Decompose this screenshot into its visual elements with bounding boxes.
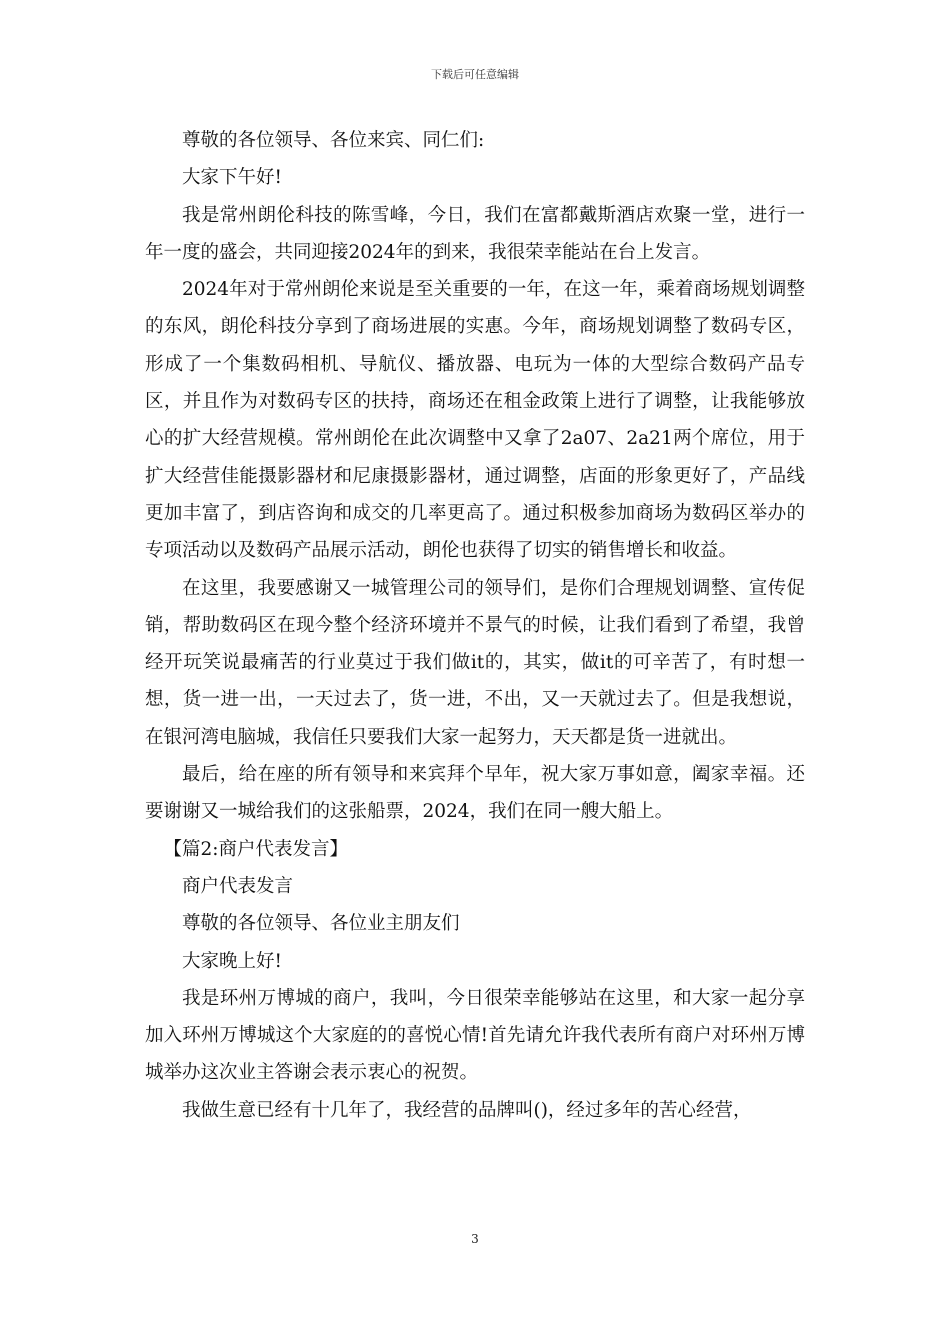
paragraph-body: 我做生意已经有十几年了，我经营的品牌叫()，经过多年的苦心经营， [182,1099,752,1121]
paragraph-intro: 我是常州朗伦科技的陈雪峰，今日，我们在富都戴斯酒店欢聚一堂，进行一年一度的盛会，共同迎接2024年的到来，我很荣幸能站在台上发言。 [145,204,805,263]
section-heading: 【篇2:商户代表发言】 [163,838,349,860]
paragraph-body: 在这里，我要感谢又一城管理公司的领导们，是你们合理规划调整、宣传促销，帮助数码区在现今整个经济环境并不景气的时候，让我们看到了希望，我曾经开玩笑说最痛苦的行业莫过于我们做it的，其实，做it的可辛苦了，有时想一想，货一进一出，一天过去了，货一进，不出，又一天就过去了。但是我想说，在银河湾电脑城，我信任只要我们大家一起努力，天天都是货一进就出。 [145,577,805,748]
paragraph-greeting: 尊敬的各位领导、各位业主朋友们 [182,913,460,935]
paragraph-closing: 最后，给在座的所有领导和来宾拜个早年，祝大家万事如意，阖家幸福。还要谢谢又一城给我们的这张船票，2024，我们在同一艘大船上。 [145,764,805,823]
header-note: 下载后可任意编辑 [431,68,519,81]
paragraph-body: 我是环州万博城的商户，我叫，今日很荣幸能够站在这里，和大家一起分享加入环州万博城这个大家庭的的喜悦心情!首先请允许我代表所有商户对环州万博城举办这次业主答谢会表示衷心的祝贺。 [145,987,805,1084]
section-title: 商户代表发言 [182,875,294,897]
paragraph-greeting: 大家晚上好! [182,950,282,972]
paragraph-body: 2024年对于常州朗伦来说是至关重要的一年，在这一年，乘着商场规划调整的东风，朗伦科技分享到了商场进展的实惠。今年，商场规划调整了数码专区，形成了一个集数码相机、导航仪、播放器、电玩为一体的大型综合数码产品专区，并且作为对数码专区的扶持，商场还在租金政策上进行了调整，让我能够放心的扩大经营规模。常州朗伦在此次调整中又拿了2a07、2a21两个席位，用于扩大经营佳能摄影器材和尼康摄影器材，通过调整，店面的形象更好了，产品线更加丰富了，到店咨询和成交的几率更高了。通过积极参加商场为数码区举办的专项活动以及数码产品展示活动，朗伦也获得了切实的销售增长和收益。 [145,279,805,562]
paragraph-greeting: 大家下午好! [182,167,282,189]
document-body [145,122,805,1129]
paragraph-greeting: 尊敬的各位领导、各位来宾、同仁们: [182,130,485,151]
page-number: 3 [471,1232,479,1246]
